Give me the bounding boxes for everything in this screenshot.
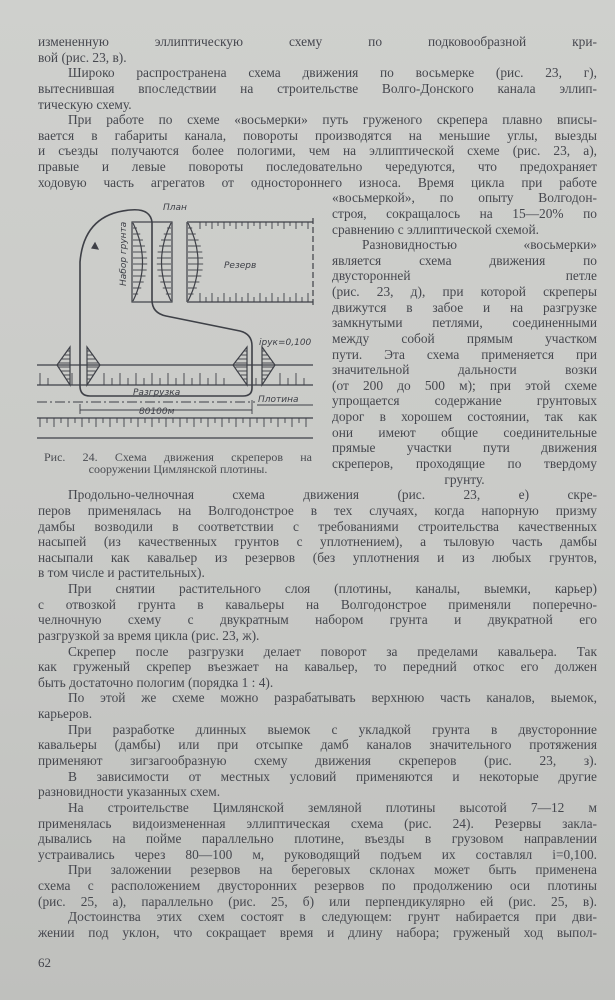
text-line: насыпей (из качественных грунтов с уплотнением), а тыловую часть дамбы — [38, 534, 597, 550]
text-line: двусторонней петле — [332, 268, 597, 284]
grade-label: iрук=0,100 — [259, 338, 312, 348]
text-line: дорог в хорошем состоянии, так как — [332, 409, 597, 425]
text-line: применяют зигзагообразную схему движения скреперов (рис. 23, з). — [38, 752, 597, 768]
page-number: 62 — [38, 955, 51, 970]
text-line: измененную эллиптическую схему по подковообразной кри- — [38, 34, 597, 49]
dam-label: Плотина — [258, 395, 299, 405]
text-line: При работе по схеме «восьмерки» путь груженого скрепера плавно вписы- — [68, 112, 597, 128]
text-line: в том числе и растительных). — [38, 565, 205, 581]
text-line: дамбы возводили в соответствии с требованиями строительства качественных — [38, 518, 597, 534]
text-line: сравнению с эллиптической схемой. — [332, 221, 539, 237]
distance-label: 80100м — [139, 407, 175, 417]
text-line: применялась видоизмененная эллиптическая схема (рис. 24). Резервы закла- — [38, 815, 597, 831]
text-line: замкнутыми петлями, соединенными — [332, 315, 597, 331]
text-line: ходовую часть агрегатов от одностороннего износа. Время цикла при работе — [38, 174, 597, 190]
text-line: правые и левые повороты последовательно чередуются, что предохраняет — [38, 159, 597, 175]
lens-reserve — [188, 223, 198, 301]
text-line: (рис. 23, д), при которой скреперы — [332, 284, 597, 300]
text-line: упрощается содержание грунтовых — [332, 393, 597, 409]
text-line: между собой прямым участком — [332, 330, 597, 346]
text-line: тическую схему. — [38, 96, 132, 112]
text-line: Широко распространена схема движения по восьмерке (рис. 23, г), — [68, 65, 597, 81]
text-line: При разработке длинных выемок с укладкой грунта в двусторонние — [68, 721, 597, 737]
text-line: карьеров. — [38, 706, 93, 722]
text-line: значительной дальности возки — [332, 362, 597, 378]
text-line: устраивались через 80—100 м, руководящий подъем их составлял i=0,100. — [38, 846, 597, 862]
text-line: челночную схему с двукратным набором грунта и двукратной его — [38, 612, 597, 628]
figure-caption-line-2: сооружении Цимлянской плотины. — [88, 462, 268, 476]
text-line: В зависимости от местных условий применяются и некоторые другие — [68, 768, 597, 784]
direction-arrow-icon — [92, 243, 98, 249]
text-line: насыпали как кавальер из резервов (без уплотнения и из любых грунтов, — [38, 549, 597, 565]
text-line: грунту. — [444, 471, 485, 487]
text-line: с отвозкой грунта в кавальеры на Волгодонстрое применяли поперечно- — [38, 596, 597, 612]
borrow-label: Набор грунта — [119, 221, 129, 286]
text-line: Продольно-челночная схема движения (рис. 23, е) скре- — [68, 487, 597, 503]
text-line: движутся в забое и на разгрузке — [332, 299, 597, 315]
text-line: При снятии растительного слоя (плотины, каналы, выемки, карьер) — [68, 581, 597, 597]
text-line: По этой же схеме можно разрабатывать верхнюю часть каналов, выемок, — [68, 690, 597, 706]
reserve-label: Резерв — [224, 261, 257, 271]
text-line: На строительстве Цимлянской земляной плотины высотой 7—12 м — [68, 799, 597, 815]
text-line: дывались на пойме параллельно плотине, въезды в грузовом направлении — [38, 831, 597, 847]
text-line: Достоинства этих схем состоят в следующем: грунт набирается при дви- — [68, 909, 597, 925]
text-line: перов применялась на Волгодонстрое в тех случаях, когда напорную призму — [38, 502, 597, 518]
text-line: скреперов, проходящие по твердому — [332, 456, 597, 471]
text-line: вытеснившая впоследствии на строительстве Волго-Донского канала эллип- — [38, 80, 597, 96]
text-line: строя, сокращалось на 15—20% по — [332, 205, 597, 221]
text-line: вается в габариты канала, повороты производятся на меньшие углы, выезды — [38, 127, 597, 143]
text-line: Разновидностью «восьмерки» — [362, 237, 597, 253]
plan-label: План — [163, 203, 187, 213]
text-line: «восьмеркой», по опыту Волгодон- — [332, 190, 597, 206]
scraper-route-path — [80, 210, 252, 396]
text-line: вой (рис. 23, в). — [38, 49, 127, 65]
text-line: кавальеры (дамбы) или при отсыпке дамб каналов значительного протяжения — [38, 737, 597, 753]
text-line: прямые участки пути движения — [332, 440, 597, 456]
text-line: они имеют общие соединительные — [332, 424, 597, 440]
text-line: Скрепер после разгрузки делает поворот за пределами кавальера. Так — [68, 643, 597, 659]
text-line: (рис. 25, а), параллельно (рис. 25, б) или перпендикулярно ей (рис. 25, в). — [38, 893, 597, 909]
text-line: является схема движения по — [332, 252, 597, 268]
text-line: схема с расположением двусторонних резервов по продолжению оси плотины — [38, 878, 597, 894]
lens-left — [133, 223, 143, 301]
text-line: как груженый скрепер въезжает на кавальер, то передний откос его должен — [38, 659, 597, 675]
text-line: разновидности указанных схем. — [38, 784, 221, 800]
figure-caption-line-1: Рис. 24. Схема движения скреперов на — [44, 450, 312, 464]
text-line: (от 200 до 500 м); при этой схеме — [332, 377, 597, 393]
text-line: жении под уклон, что сокращает время и длину набора; груженый ход выпол- — [38, 924, 597, 940]
text-line: При заложении резервов на береговых склонах может быть применена — [68, 862, 597, 878]
text-line: разгрузкой за время цикла (рис. 23, ж). — [38, 627, 260, 643]
lens-right — [162, 223, 172, 301]
text-line: быть достаточно пологим (порядка 1 : 4). — [38, 674, 274, 690]
text-line: и съезды получаются более пологими, чем на эллиптической схеме (рис. 23, а), — [38, 143, 597, 159]
text-line: пути. Эта схема применяется при — [332, 346, 597, 362]
figure-24-scraper-scheme — [30, 190, 330, 490]
unload-label: Разгрузка — [133, 388, 181, 398]
